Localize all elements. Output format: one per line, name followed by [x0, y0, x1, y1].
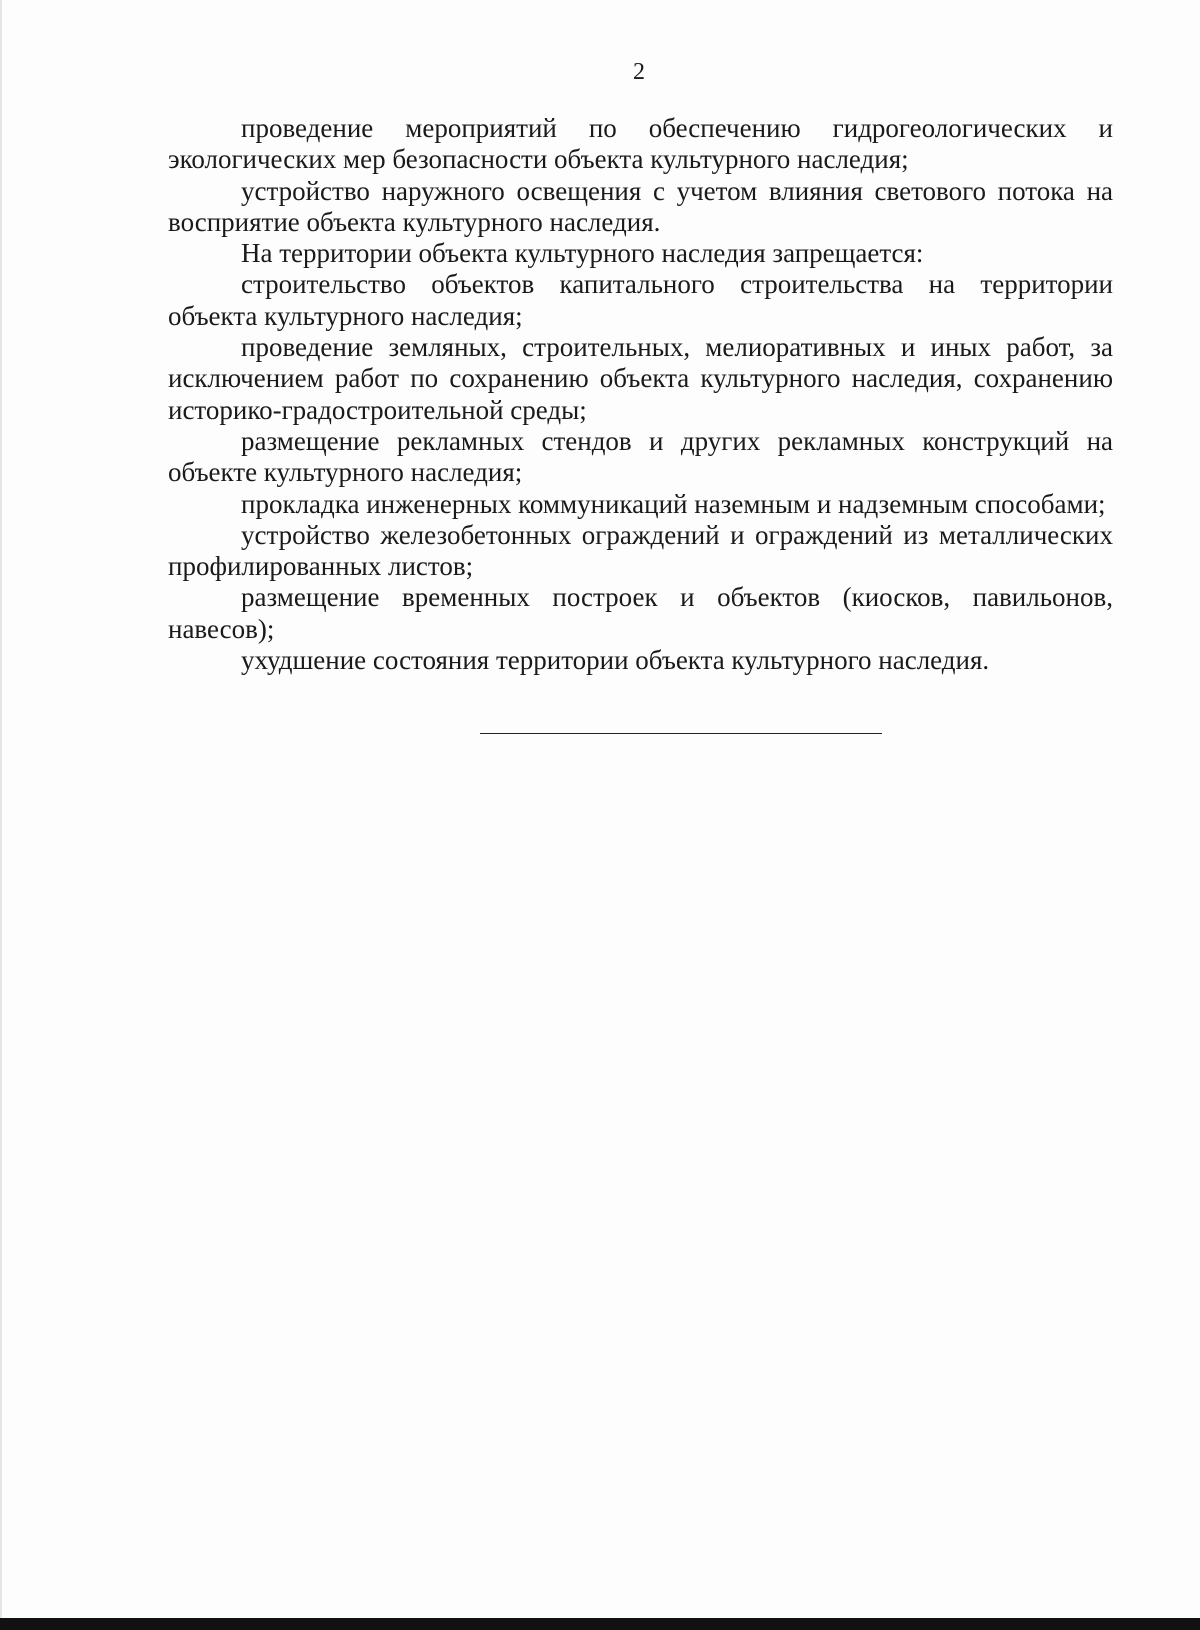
paragraph-temporary-buildings: размещение временных построек и объектов (киосков, павильонов, навесов);	[168, 582, 1113, 644]
paragraph-hydrogeological-measures: проведение мероприятий по обеспечению гидрогеологических и экологических мер безопасности объекта культурного наследия;	[168, 113, 1113, 175]
scan-bottom-edge	[0, 1618, 1200, 1630]
document-body	[168, 113, 1113, 676]
page-number: 2	[633, 59, 645, 85]
paragraph-earthworks: проведение земляных, строительных, мелиоративных и иных работ, за исключением работ по сохранению объекта культурного наследия, сохранению историко-градостроительной среды;	[168, 332, 1113, 425]
paragraph-outdoor-lighting: устройство наружного освещения с учетом влияния светового потока на восприятие объекта культурного наследия.	[168, 175, 1113, 237]
paragraph-advertising: размещение рекламных стендов и других рекламных конструкций на объекте культурного наследия;	[168, 425, 1113, 488]
paragraph-prohibitions-heading: На территории объекта культурного наследия запрещается:	[241, 238, 924, 269]
paragraph-fences: устройство железобетонных ограждений и ограждений из металлических профилированных листов;	[168, 519, 1113, 582]
end-of-text-rule	[480, 733, 882, 734]
scan-left-edge	[0, 0, 2, 1630]
paragraph-capital-construction: строительство объектов капитального строительства на территории объекта культурного наследия;	[168, 269, 1113, 331]
paragraph-utilities: прокладка инженерных коммуникаций наземным и надземным способами;	[241, 488, 1106, 519]
paragraph-territory-deterioration: ухудшение состояния территории объекта культурного наследия.	[241, 645, 990, 676]
